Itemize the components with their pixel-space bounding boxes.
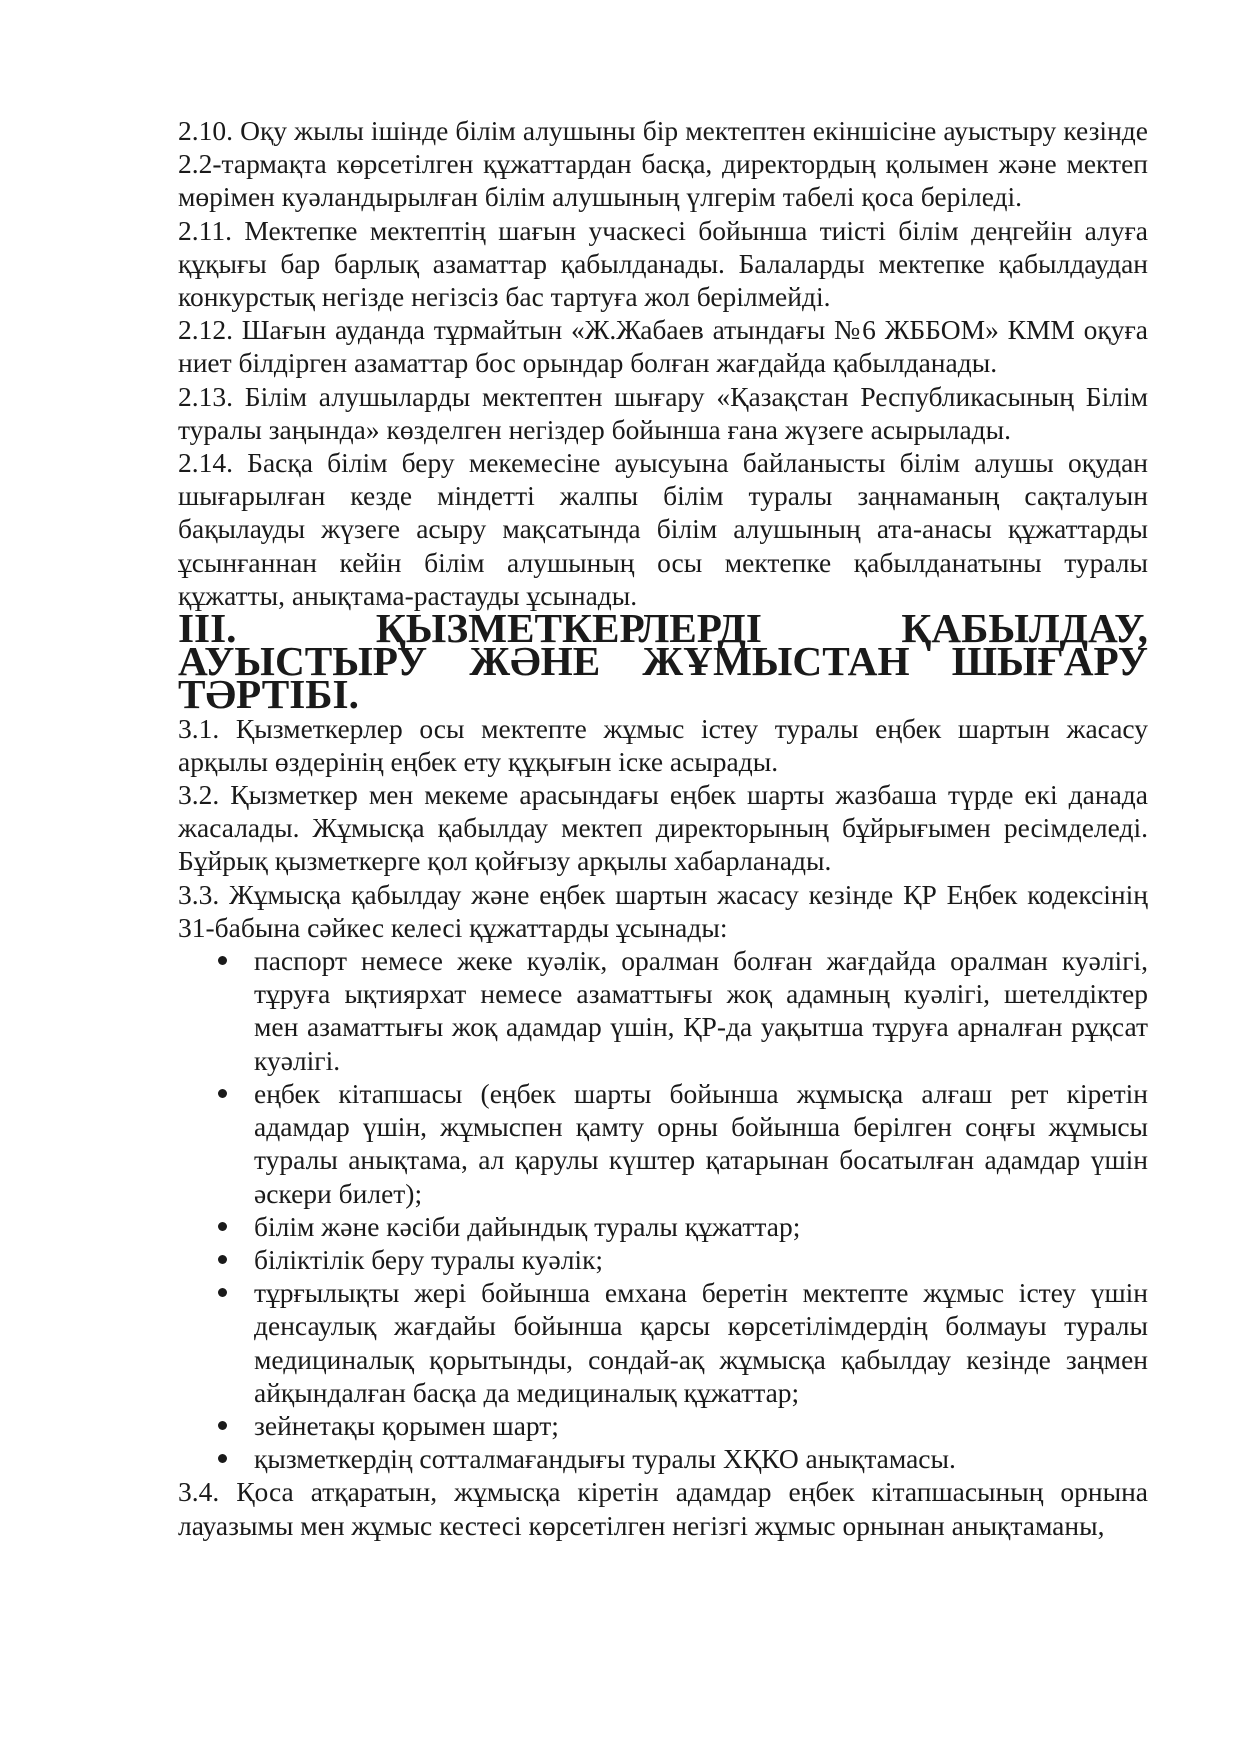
list-item [178,1409,1148,1442]
list-item-text: біліктілік беру туралы куәлік; [254,1243,604,1275]
paragraph-3-1: 3.1. Қызметкерлер осы мектепте жұмыс істеу туралы еңбек шартын жасасу арқылы өздерінің еңбек ету құқығын іске асырады. [178,712,1148,777]
bullet-icon [218,1454,227,1463]
document-page [178,114,1148,1542]
list-item [178,1276,1148,1409]
paragraph-2-12: 2.12. Шағын ауданда тұрмайтын «Ж.Жабаев атындағы №6 ЖББОМ» КММ оқуға ниет білдірген азаматтар бос орындар болған жағдайда қабылданады. [178,314,1148,379]
bullet-icon [218,1222,227,1231]
paragraph-2-13: 2.13. Білім алушыларды мектептен шығару «Қазақстан Республикасының Білім туралы заңында» көзделген негіздер бойынша ғана жүзеге асырылады. [178,380,1148,445]
paragraph-3-3: 3.3. Жұмысқа қабылдау және еңбек шартын жасасу кезінде ҚР Еңбек кодексінің 31-бабына сәйкес келесі құжаттарды ұсынады: [178,878,1148,943]
list-item [178,1210,1148,1243]
bullet-icon [218,956,227,965]
bullet-icon [218,1421,227,1430]
list-item [178,944,1148,1077]
list-item-text: қызметкердің сотталмағандығы туралы ХҚКО анықтамасы. [254,1443,956,1475]
list-item-text: паспорт немесе жеке куәлік, оралман болған жағдайда оралман куәлігі, тұруға ықтиярхат немесе азаматтығы жоқ адамның куәлігі, шетелдіктер мен азаматтығы жоқ адамдар үшін, ҚР-да уақытша тұруға арналған рұқсат куәлігі. [254,945,1148,1076]
paragraph-2-14: 2.14. Басқа білім беру мекемесіне ауысуына байланысты білім алушы оқудан шығарылған кезде міндетті жалпы білім туралы заңнаманың сақталуын бақылауды жүзеге асыру мақсатында білім алушының ата-анасы құжаттарды ұсынғаннан кейін білім алушының осы мектепке қабылданатыны туралы құжатты, анықтама-растауды ұсынады. [178,447,1148,611]
paragraph-3-2: 3.2. Қызметкер мен мекеме арасындағы еңбек шарты жазбаша түрде екі данада жасалады. Жұмысқа қабылдау мектеп директорының бұйрығымен ресімделеді. Бұйрық қызметкерге қол қойғызу арқылы хабарланады. [178,779,1148,877]
bullet-icon [218,1255,227,1264]
required-documents-list [178,944,1148,1475]
list-item-text: зейнетақы қорымен шарт; [254,1409,559,1441]
bullet-icon [218,1288,227,1297]
list-item [178,1077,1148,1210]
list-item-text: еңбек кітапшасы (еңбек шарты бойынша жұмысқа алғаш рет кіретін адамдар үшін, жұмыспен қамту орны бойынша берілген соңғы жұмысы туралы анықтама, ал қарулы күштер қатарынан босатылған адамдар үшін әскери билет); [254,1077,1148,1209]
section-heading: III. ҚЫЗМЕТКЕРЛЕРДІ ҚАБЫЛДАУ, АУЫСТЫРУ ЖӘНЕ ЖҰМЫСТАН ШЫҒАРУ ТӘРТІБІ. [178,605,1148,718]
list-item-text: білім және кәсіби дайындық туралы құжаттар; [254,1210,801,1242]
list-item [178,1243,1148,1276]
list-item [178,1442,1148,1475]
paragraph-2-11: 2.11. Мектепке мектептің шағын учаскесі бойынша тиісті білім деңгейін алуға құқығы бар барлық азаматтар қабылданады. Балаларды мектепке қабылдаудан конкурстық негізде негізсіз бас тартуға жол берілмейді. [178,214,1148,313]
paragraph-2-10: 2.10. Оқу жылы ішінде білім алушыны бір мектептен екіншісіне ауыстыру кезінде 2.2-тармақта көрсетілген құжаттардан басқа, директордың қолымен және мектеп мөрімен куәландырылған білім алушының үлгерім табелі қоса беріледі. [178,115,1148,213]
paragraph-3-4: 3.4. Қоса атқаратын, жұмысқа кіретін адамдар еңбек кітапшасының орнына лауазымы мен жұмыс кестесі көрсетілген негізгі жұмыс орнынан анықтаманы, [178,1476,1148,1541]
bullet-icon [218,1089,227,1098]
list-item-text: тұрғылықты жері бойынша емхана беретін мектепте жұмыс істеу үшін денсаулық жағдайы бойынша қарсы көрсетілімдердің болмауы туралы медициналық қорытынды, сондай-ақ жұмысқа қабылдау кезінде заңмен айқындалған басқа да медициналық құжаттар; [254,1277,1148,1408]
